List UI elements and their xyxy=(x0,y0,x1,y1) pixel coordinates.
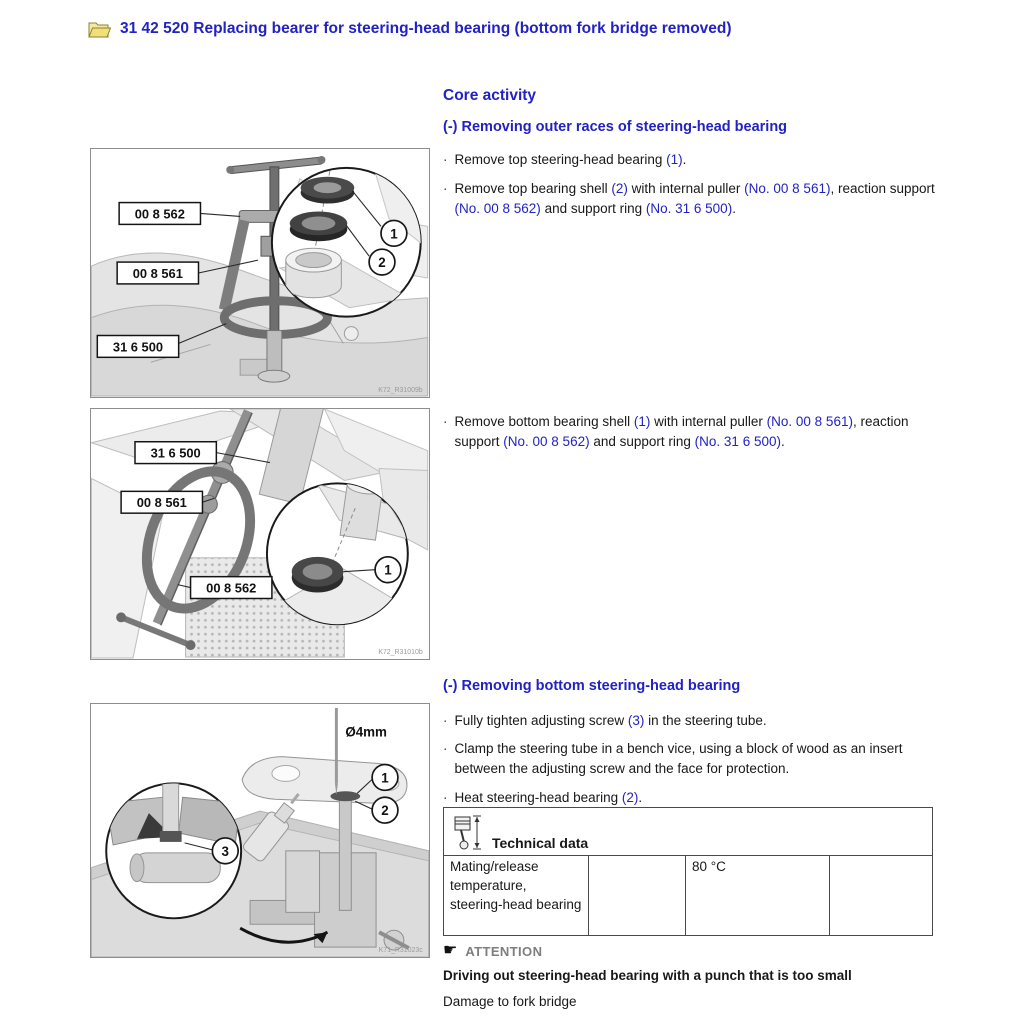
warning-consequence: Damage to fork bridge xyxy=(443,994,577,1009)
svg-text:31 6 500: 31 6 500 xyxy=(150,445,201,461)
step-text: Heat steering-head bearing (2). xyxy=(454,790,643,805)
tool-ref-link[interactable]: (No. 31 6 500) xyxy=(694,433,781,449)
table-row xyxy=(444,856,932,935)
ref-link[interactable]: (1) xyxy=(633,414,651,429)
callout-3 xyxy=(212,838,238,864)
svg-text:2: 2 xyxy=(378,255,386,271)
step-item xyxy=(443,179,940,218)
step-item xyxy=(443,150,940,170)
table-cell-empty xyxy=(829,856,932,935)
tool-label-00-8-561 xyxy=(121,491,202,513)
technical-data-title: Technical data xyxy=(492,835,589,851)
fig1-illustration xyxy=(91,149,429,397)
bullet-marker: · xyxy=(443,741,448,756)
section-heading-bottom-bearing: (-) Removing bottom steering-head bearing xyxy=(443,678,741,694)
svg-text:1: 1 xyxy=(384,562,392,578)
tool-label-00-8-561 xyxy=(117,262,198,284)
step-item xyxy=(443,412,909,451)
svg-text:1: 1 xyxy=(381,770,389,786)
section-heading-outer-races: (-) Removing outer races of steering-head bearing xyxy=(443,119,788,135)
diameter-annotation: Ø4mm xyxy=(345,724,387,740)
tool-ref-link[interactable]: (No. 00 8 561) xyxy=(766,414,853,429)
fig3-illustration xyxy=(91,704,429,957)
bullet-marker: · xyxy=(443,414,448,429)
callout-2 xyxy=(372,797,398,823)
figure-top-bearing-removal[interactable] xyxy=(90,148,430,398)
step-item xyxy=(443,788,940,808)
svg-text:00 8 562: 00 8 562 xyxy=(206,580,257,596)
table-cell-empty xyxy=(588,856,685,935)
step-text: Remove top steering-head bearing (1). xyxy=(454,152,687,167)
attention-label: ATTENTION xyxy=(465,943,543,959)
svg-text:2: 2 xyxy=(381,803,389,819)
figure-code: K71_R31023c xyxy=(378,947,423,955)
tool-ref-link[interactable]: (No. 31 6 500) xyxy=(645,200,733,216)
bullet-marker: · xyxy=(443,713,448,728)
ref-link[interactable]: (3) xyxy=(627,713,645,728)
svg-text:00 8 562: 00 8 562 xyxy=(134,206,185,222)
svg-text:00 8 561: 00 8 561 xyxy=(132,265,183,281)
tool-label-00-8-562 xyxy=(119,203,200,225)
svg-text:00 8 561: 00 8 561 xyxy=(136,495,187,511)
technical-data-box xyxy=(443,807,933,936)
ref-link[interactable]: (1) xyxy=(666,152,683,167)
figure-bottom-shell-removal[interactable] xyxy=(90,408,430,660)
page-title: 31 42 520 Replacing bearer for steering-head bearing (bottom fork bridge removed) xyxy=(120,20,732,37)
tool-label-00-8-562 xyxy=(191,577,272,599)
table-cell-parameter: Mating/release temperature, steering-head bearing xyxy=(450,859,582,912)
svg-text:31 6 500: 31 6 500 xyxy=(112,339,164,355)
table-cell-value: 80 °C xyxy=(685,856,829,935)
bullet-marker: · xyxy=(443,181,448,196)
step-item xyxy=(443,739,921,778)
svg-text:1: 1 xyxy=(390,226,398,242)
callout-1 xyxy=(381,220,407,246)
attention-header xyxy=(443,943,542,959)
tool-label-31-6-500 xyxy=(97,335,178,357)
step-text: Remove top bearing shell (2) with internal puller (No. 00 8 561), reaction support (No. 00 8 562) and support ring (No. 31 6 500). xyxy=(454,181,935,216)
callout-1 xyxy=(375,557,401,583)
tool-ref-link[interactable]: (No. 00 8 561) xyxy=(744,181,831,196)
ref-link[interactable]: (2) xyxy=(621,790,639,805)
document-header xyxy=(88,20,732,38)
warning-title: Driving out steering-head bearing with a punch that is too small xyxy=(443,968,852,983)
step-text: Remove bottom bearing shell (1) with internal puller (No. 00 8 561), reaction support (No. 00 8 562) and support ring (No. 31 6 500). xyxy=(454,414,909,449)
callout-1 xyxy=(372,765,398,791)
svg-text:3: 3 xyxy=(221,843,230,859)
pointing-hand-icon: ☛ xyxy=(443,942,458,959)
open-folder-icon[interactable] xyxy=(88,20,111,38)
ref-link[interactable]: (2) xyxy=(611,181,628,196)
step-text: Clamp the steering tube in a bench vice, using a block of wood as an insert between the adjusting screw and the face for protection. xyxy=(454,741,903,776)
tool-ref-link[interactable]: (No. 00 8 562) xyxy=(503,433,590,449)
figure-code: K72_R31009b xyxy=(378,387,423,395)
technical-data-header xyxy=(444,808,932,856)
core-activity-heading: Core activity xyxy=(443,87,537,104)
tool-ref-link[interactable]: (No. 00 8 562) xyxy=(454,200,541,216)
step-item xyxy=(443,711,940,731)
callout-2 xyxy=(369,249,395,275)
bullet-marker: · xyxy=(443,152,448,167)
tool-label-31-6-500 xyxy=(135,442,216,464)
bullet-marker: · xyxy=(443,790,448,805)
step-text: Fully tighten adjusting screw (3) in the steering tube. xyxy=(454,713,767,728)
figure-bench-vice-punch[interactable] xyxy=(90,703,430,958)
piston-dimension-icon xyxy=(452,814,482,852)
figure-code: K72_R31010b xyxy=(378,649,423,657)
fig2-illustration xyxy=(91,409,429,659)
